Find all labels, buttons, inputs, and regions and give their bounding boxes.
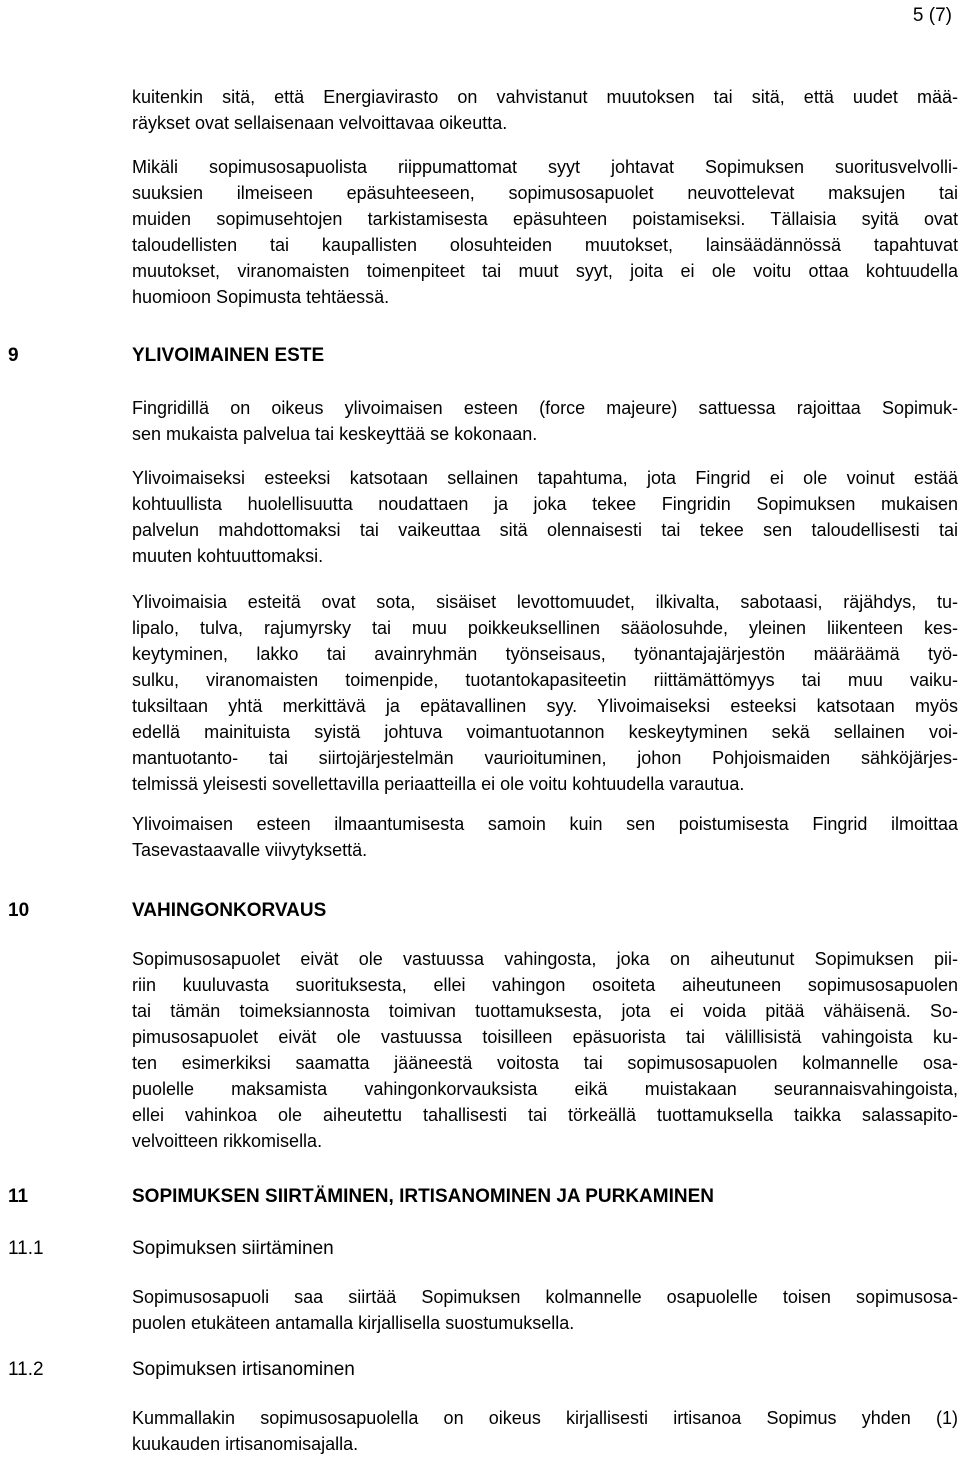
text-line: muuten kohtuuttomaksi. bbox=[132, 546, 324, 566]
paragraph-force-majeure-right bbox=[132, 395, 958, 447]
text-line: riin kuuluvasta suorituksesta, ellei vahingon osoiteta aiheutuneen sopimusosapuolen bbox=[132, 975, 958, 995]
text-line: palvelun mahdottomaksi tai vaikeuttaa sitä olennaisesti tai tekee sen taloudellisesti tai bbox=[132, 520, 958, 540]
paragraph-renegotiation bbox=[132, 154, 958, 310]
text-line: Mikäli sopimusosapuolista riippumattomat syyt johtavat Sopimuksen suoritusvelvolli- bbox=[132, 157, 958, 177]
text-line: Ylivoimaisen esteen ilmaantumisesta samoin kuin sen poistumisesta Fingrid ilmoittaa bbox=[132, 814, 958, 834]
section-number: 10 bbox=[8, 900, 30, 921]
text-line: ellei vahinkoa ole aiheutettu tahallisesti tai törkeällä tuottamuksella taikka salassapito- bbox=[132, 1105, 958, 1125]
text-line: velvoitteen rikkomisella. bbox=[132, 1131, 323, 1151]
text-line: suuksien ilmeiseen epäsuhteeseen, sopimusosapuolet neuvottelevat maksujen tai bbox=[132, 183, 958, 203]
subsection-heading-11-1 bbox=[8, 1237, 334, 1261]
paragraph-energy-authority bbox=[132, 84, 958, 136]
paragraph-transfer bbox=[132, 1284, 958, 1336]
text-line: mantuotanto- tai siirtojärjestelmän vaurioituminen, johon Pohjoismaiden sähköjärjes- bbox=[132, 748, 958, 768]
text-line: lipalo, tulva, rajumyrsky tai muu poikkeuksellinen sääolosuhde, yleinen liikenteen kes- bbox=[132, 618, 958, 638]
text-line: Fingridillä on oikeus ylivoimaisen esteen (force majeure) sattuessa rajoittaa Sopimuk- bbox=[132, 398, 958, 418]
section-title: Sopimuksen siirtäminen bbox=[132, 1238, 334, 1259]
section-title: VAHINGONKORVAUS bbox=[132, 900, 327, 921]
section-title: Sopimuksen irtisanominen bbox=[132, 1359, 355, 1380]
subsection-heading-11-2 bbox=[8, 1358, 355, 1382]
text-line: Ylivoimaiseksi esteeksi katsotaan sellainen tapahtuma, jota Fingrid ei ole voinut estää bbox=[132, 468, 958, 488]
paragraph-force-majeure-notice bbox=[132, 811, 958, 863]
section-number: 9 bbox=[8, 345, 19, 366]
page-number: 5 (7) bbox=[912, 5, 952, 26]
section-heading-11 bbox=[8, 1185, 714, 1209]
text-line: tuksiltaan yhtä merkittävä ja epätavallinen syy. Ylivoimaiseksi esteeksi katsotaan myös bbox=[132, 696, 958, 716]
text-line: kohtuullista huolellisuutta noudattaen ja joka tekee Fingridin Sopimuksen mukaisen bbox=[132, 494, 958, 514]
text-line: taloudellisten tai kaupallisten olosuhteiden muutokset, lainsäädännössä tapahtuvat bbox=[132, 235, 958, 255]
text-line: keytyminen, lakko tai avainryhmän työnseisaus, työnantajajärjestön määräämä työ- bbox=[132, 644, 958, 664]
section-number: 11.2 bbox=[8, 1359, 44, 1380]
text-line: Kummallakin sopimusosapuolella on oikeus kirjallisesti irtisanoa Sopimus yhden (1) bbox=[132, 1408, 958, 1428]
text-line: kuitenkin sitä, että Energiavirasto on vahvistanut muutoksen tai sitä, että uudet mää- bbox=[132, 87, 958, 107]
section-number: 11 bbox=[8, 1186, 29, 1207]
text-line: Sopimusosapuolet eivät ole vastuussa vahingosta, joka on aiheutunut Sopimuksen pii- bbox=[132, 949, 958, 969]
text-line: Sopimusosapuoli saa siirtää Sopimuksen kolmannelle osapuolelle toisen sopimusosa- bbox=[132, 1287, 958, 1307]
text-line: telmissä yleisesti sovellettavilla periaatteilla ei ole voitu kohtuudella varautua. bbox=[132, 774, 745, 794]
paragraph-termination bbox=[132, 1405, 958, 1457]
text-line: räykset ovat sellaisenaan velvoittavaa oikeutta. bbox=[132, 113, 508, 133]
paragraph-damages bbox=[132, 946, 958, 1154]
text-line: ten esimerkiksi saamatta jääneestä voitosta tai sopimusosapuolen kolmannelle osa- bbox=[132, 1053, 958, 1073]
section-number: 11.1 bbox=[8, 1238, 44, 1259]
text-line: puolelle maksamista vahingonkorvauksista eikä muistakaan seurannaisvahingoista, bbox=[132, 1079, 958, 1099]
text-line: kuukauden irtisanomisajalla. bbox=[132, 1434, 359, 1454]
section-title: YLIVOIMAINEN ESTE bbox=[132, 345, 325, 366]
text-line: tai tämän toimeksiannosta toimivan tuottamuksesta, jota ei voida pitää vähäisenä. So- bbox=[132, 1001, 958, 1021]
text-line: puolen etukäteen antamalla kirjallisella suostumuksella. bbox=[132, 1313, 575, 1333]
paragraph-force-majeure-definition bbox=[132, 465, 958, 569]
text-line: sulku, viranomaisten toimenpide, tuotantokapasiteetin riittämättömyys tai muu vaiku- bbox=[132, 670, 958, 690]
text-line: huomioon Sopimusta tehtäessä. bbox=[132, 287, 390, 307]
paragraph-force-majeure-examples bbox=[132, 589, 958, 797]
text-line: edellä mainituista syistä johtuva voimantuotannon keskeytyminen sekä sellainen voi- bbox=[132, 722, 958, 742]
text-line: Tasevastaavalle viivytyksettä. bbox=[132, 840, 368, 860]
text-line: sen mukaista palvelua tai keskeyttää se kokonaan. bbox=[132, 424, 538, 444]
text-line: Ylivoimaisia esteitä ovat sota, sisäiset levottomuudet, ilkivalta, sabotaasi, räjähdys, tu- bbox=[132, 592, 958, 612]
section-title: SOPIMUKSEN SIIRTÄMINEN, IRTISANOMINEN JA PURKAMINEN bbox=[132, 1186, 714, 1207]
section-heading-9 bbox=[8, 344, 324, 368]
text-line: muutokset, viranomaisten toimenpiteet tai muut syyt, joita ei ole voitu ottaa kohtuudella bbox=[132, 261, 958, 281]
text-line: pimusosapuolet eivät ole vastuussa toisilleen epäsuorista tai välillisistä vahingoista ku- bbox=[132, 1027, 958, 1047]
section-heading-10 bbox=[8, 899, 326, 923]
text-line: muiden sopimusehtojen tarkistamisesta epäsuhteen poistamiseksi. Tällaisia syitä ovat bbox=[132, 209, 958, 229]
